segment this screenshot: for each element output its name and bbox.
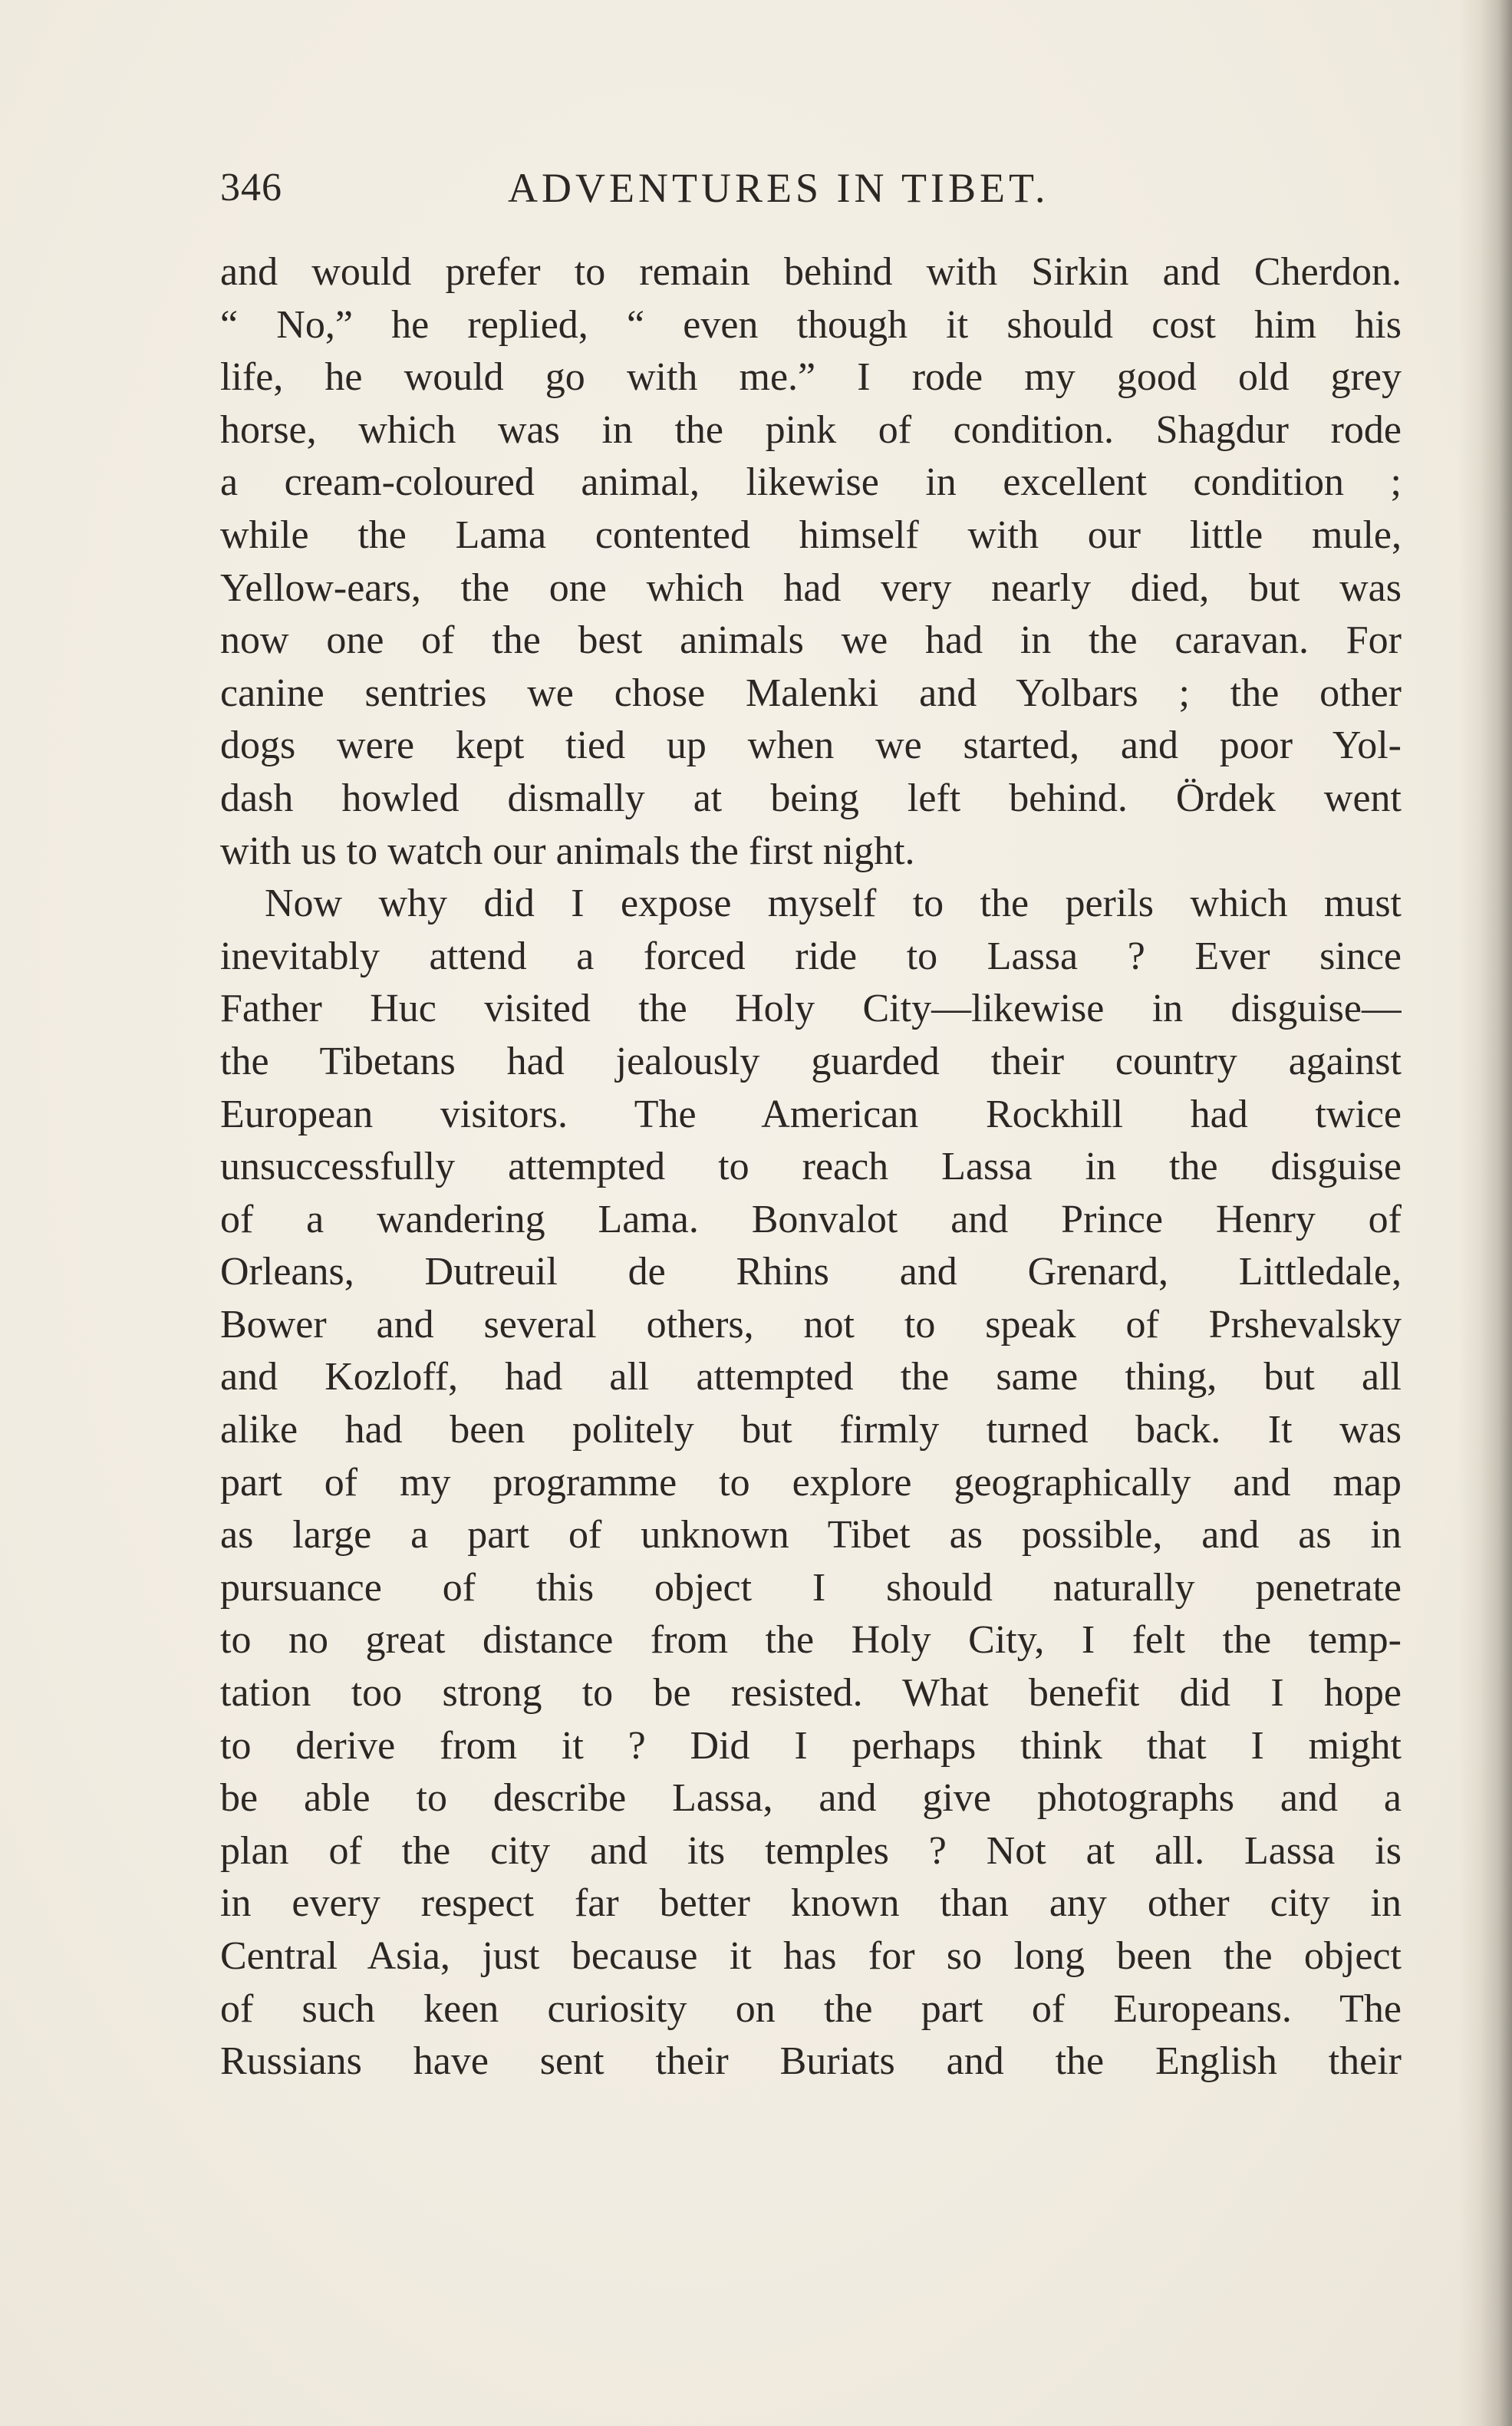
- paragraph-start-line: Now why did I expose myself to the perils which must: [265, 882, 1402, 926]
- text-line: dogs were kept tied up when we started, and poor Yol-: [220, 724, 1402, 768]
- text-line: and Kozloff, had all attempted the same thing, but all: [220, 1355, 1402, 1399]
- text-line: in every respect far better known than any other city in: [220, 1881, 1402, 1926]
- text-line: Bower and several others, not to speak of Prshevalsky: [220, 1302, 1402, 1346]
- page-number: 346: [220, 166, 282, 209]
- text-line: to derive from it ? Did I perhaps think that I might: [220, 1723, 1402, 1768]
- text-line: unsuccessfully attempted to reach Lassa in the disguise: [220, 1145, 1402, 1189]
- page-header: [220, 157, 1402, 219]
- text-line: and would prefer to remain behind with Sirkin and Cherdon.: [220, 250, 1402, 294]
- text-line: alike had been politely but firmly turned back. It was: [220, 1408, 1402, 1452]
- text-line: to no great distance from the Holy City, I felt the temp-: [220, 1618, 1402, 1663]
- page-edge-shadow: [1458, 0, 1512, 2426]
- text-line: Russians have sent their Buriats and the English their: [220, 2039, 1402, 2084]
- text-line: of such keen curiosity on the part of Europeans. The: [220, 1986, 1402, 2031]
- text-line: life, he would go with me.” I rode my good old grey: [220, 355, 1402, 400]
- text-line: Orleans, Dutreuil de Rhins and Grenard, Littledale,: [220, 1250, 1402, 1294]
- text-line: tation too strong to be resisted. What benefit did I hope: [220, 1671, 1402, 1716]
- text-line: while the Lama contented himself with our little mule,: [220, 513, 1402, 557]
- text-line: “ No,” he replied, “ even though it should cost him his: [220, 302, 1402, 347]
- text-line: Yellow-ears, the one which had very nearly died, but was: [220, 565, 1402, 610]
- running-title: ADVENTURES IN TIBET.: [508, 165, 1049, 211]
- text-line: inevitably attend a forced ride to Lassa ? Ever since: [220, 934, 1402, 978]
- text-line: pursuance of this object I should naturally penetrate: [220, 1565, 1402, 1610]
- body-text: [220, 246, 1402, 2088]
- paragraph-end-line: with us to watch our animals the first night.: [220, 829, 915, 873]
- text-line: Central Asia, just because it has for so long been the object: [220, 1934, 1402, 1978]
- text-line: part of my programme to explore geographically and map: [220, 1460, 1402, 1505]
- text-line: be able to describe Lassa, and give photographs and a: [220, 1776, 1402, 1821]
- text-line: European visitors. The American Rockhill had twice: [220, 1092, 1402, 1136]
- text-line: Father Huc visited the Holy City—likewise in disguise—: [220, 987, 1402, 1031]
- text-line: plan of the city and its temples ? Not at all. Lassa is: [220, 1828, 1402, 1873]
- text-line: horse, which was in the pink of condition. Shagdur rode: [220, 407, 1402, 452]
- text-line: dash howled dismally at being left behind. Ördek went: [220, 776, 1402, 820]
- text-line: of a wandering Lama. Bonvalot and Prince Henry of: [220, 1197, 1402, 1241]
- text-line: canine sentries we chose Malenki and Yolbars ; the other: [220, 671, 1402, 715]
- text-line: now one of the best animals we had in the caravan. For: [220, 618, 1402, 663]
- text-line: the Tibetans had jealously guarded their country against: [220, 1039, 1402, 1083]
- text-line: as large a part of unknown Tibet as possible, and as in: [220, 1513, 1402, 1557]
- text-line: a cream-coloured animal, likewise in excellent condition ;: [220, 460, 1402, 505]
